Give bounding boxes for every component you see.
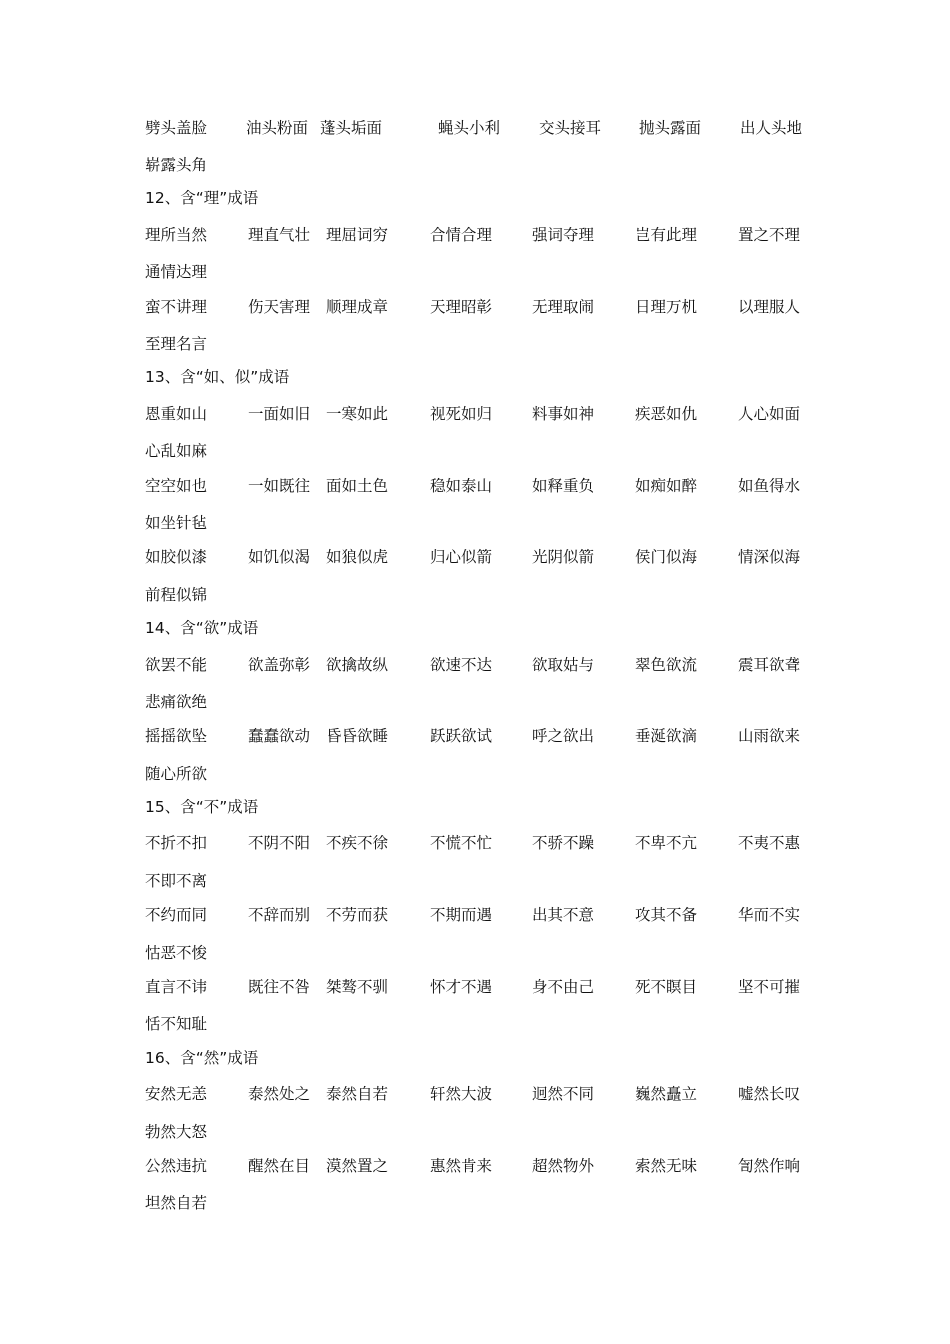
idiom-item: 坚不可摧 [738,978,801,996]
idiom-item: 华而不实 [738,906,801,924]
idiom-item: 漠然置之 [326,1157,389,1175]
idiom-item: 合情合理 [430,226,493,244]
idiom-item: 不辞而别 [248,906,311,924]
idiom-item: 泰然自若 [326,1085,389,1103]
idiom-item: 如释重负 [532,477,595,495]
idiom-item: 翠色欲流 [635,656,698,674]
idiom-row [0,902,950,928]
idiom-item: 桀骜不驯 [326,978,389,996]
idiom-item: 欲取姑与 [532,656,595,674]
idiom-item: 岂有此理 [635,226,698,244]
section-heading: 15、含“不”成语 [145,798,259,816]
idiom-item: 交头接耳 [539,119,602,137]
idiom-item: 一寒如此 [326,405,389,423]
idiom-item: 超然物外 [532,1157,595,1175]
idiom-item: 劈头盖脸 [145,119,208,137]
idiom-item: 面如土色 [326,477,389,495]
idiom-item: 安然无恙 [145,1085,208,1103]
idiom-row [0,723,950,749]
idiom-item: 不阴不阳 [248,834,311,852]
idiom-item: 昏昏欲睡 [326,727,389,745]
idiom-item: 侯门似海 [635,548,698,566]
idiom-item: 既往不咎 [248,978,311,996]
idiom-item: 呼之欲出 [532,727,595,745]
idiom-item: 蝇头小利 [438,119,501,137]
idiom-row [0,974,950,1000]
idiom-item: 公然违抗 [145,1157,208,1175]
idiom-item: 置之不理 [738,226,801,244]
idiom-item-continuation: 随心所欲 [145,765,208,783]
idiom-item: 理直气壮 [248,226,311,244]
idiom-item-continuation: 心乱如麻 [145,442,208,460]
idiom-item: 一如既往 [248,477,311,495]
section-heading: 13、含“如、似”成语 [145,368,290,386]
idiom-row [0,1081,950,1107]
idiom-item: 空空如也 [145,477,208,495]
idiom-item: 不慌不忙 [430,834,493,852]
idiom-item: 疾恶如仇 [635,405,698,423]
idiom-item-continuation: 恬不知耻 [145,1015,208,1033]
idiom-item: 光阴似箭 [532,548,595,566]
idiom-item: 跃跃欲试 [430,727,493,745]
idiom-item: 直言不讳 [145,978,208,996]
idiom-item: 出其不意 [532,906,595,924]
idiom-row [0,1153,950,1179]
idiom-row [0,294,950,320]
idiom-item: 理屈词穷 [326,226,389,244]
idiom-item: 料事如神 [532,405,595,423]
idiom-item: 稳如泰山 [430,477,493,495]
section-heading: 14、含“欲”成语 [145,619,259,637]
idiom-item: 惠然肯来 [430,1157,493,1175]
idiom-item: 如鱼得水 [738,477,801,495]
idiom-item: 出人头地 [740,119,803,137]
idiom-item: 泰然处之 [248,1085,311,1103]
idiom-item: 如饥似渴 [248,548,311,566]
idiom-item-continuation: 勃然大怒 [145,1123,208,1141]
idiom-item: 不期而遇 [430,906,493,924]
idiom-item: 伤天害理 [248,298,311,316]
idiom-item: 不夷不惠 [738,834,801,852]
idiom-item-continuation: 前程似锦 [145,586,208,604]
idiom-item-continuation: 如坐针毡 [145,514,208,532]
idiom-item: 人心如面 [738,405,801,423]
idiom-item: 无理取闹 [532,298,595,316]
idiom-item: 不骄不躁 [532,834,595,852]
idiom-item-continuation: 怙恶不悛 [145,944,208,962]
idiom-item: 视死如归 [430,405,493,423]
idiom-item: 蠢蠢欲动 [248,727,311,745]
idiom-item: 攻其不备 [635,906,698,924]
idiom-item: 如胶似漆 [145,548,208,566]
idiom-row [0,115,950,141]
idiom-row [0,652,950,678]
idiom-item: 欲盖弥彰 [248,656,311,674]
idiom-item: 轩然大波 [430,1085,493,1103]
idiom-item: 理所当然 [145,226,208,244]
idiom-item: 不卑不亢 [635,834,698,852]
idiom-item-continuation: 悲痛欲绝 [145,693,208,711]
idiom-item: 欲擒故纵 [326,656,389,674]
idiom-item: 归心似箭 [430,548,493,566]
idiom-item: 如狼似虎 [326,548,389,566]
idiom-item: 怀才不遇 [430,978,493,996]
idiom-item: 索然无味 [635,1157,698,1175]
idiom-item: 醒然在目 [248,1157,311,1175]
idiom-item: 强词夺理 [532,226,595,244]
idiom-item: 恩重如山 [145,405,208,423]
idiom-item-continuation: 崭露头角 [145,156,208,174]
idiom-item: 一面如旧 [248,405,311,423]
idiom-item: 情深似海 [738,548,801,566]
idiom-item: 欲速不达 [430,656,493,674]
idiom-item: 以理服人 [738,298,801,316]
idiom-item: 垂涎欲滴 [635,727,698,745]
idiom-item: 迥然不同 [532,1085,595,1103]
idiom-row [0,544,950,570]
idiom-item: 震耳欲聋 [738,656,801,674]
idiom-item: 嘘然长叹 [738,1085,801,1103]
idiom-item: 摇摇欲坠 [145,727,208,745]
idiom-item: 天理昭彰 [430,298,493,316]
idiom-item: 顺理成章 [326,298,389,316]
idiom-row [0,222,950,248]
section-heading: 12、含“理”成语 [145,189,259,207]
idiom-item: 不折不扣 [145,834,208,852]
idiom-item: 死不瞑目 [635,978,698,996]
idiom-item: 不劳而获 [326,906,389,924]
idiom-row [0,473,950,499]
idiom-item: 蛮不讲理 [145,298,208,316]
idiom-item: 抛头露面 [639,119,702,137]
idiom-item: 不疾不徐 [326,834,389,852]
idiom-item: 身不由己 [532,978,595,996]
idiom-item: 訇然作响 [738,1157,801,1175]
idiom-row [0,401,950,427]
idiom-item-continuation: 坦然自若 [145,1194,208,1212]
idiom-row [0,830,950,856]
idiom-item-continuation: 不即不离 [145,872,208,890]
idiom-item: 不约而同 [145,906,208,924]
idiom-item: 巍然矗立 [635,1085,698,1103]
idiom-item-continuation: 通情达理 [145,263,208,281]
idiom-item-continuation: 至理名言 [145,335,208,353]
idiom-item: 如痴如醉 [635,477,698,495]
idiom-item: 油头粉面 [246,119,309,137]
idiom-item: 日理万机 [635,298,698,316]
idiom-item: 欲罢不能 [145,656,208,674]
section-heading: 16、含“然”成语 [145,1049,259,1067]
idiom-item: 蓬头垢面 [320,119,383,137]
idiom-item: 山雨欲来 [738,727,801,745]
